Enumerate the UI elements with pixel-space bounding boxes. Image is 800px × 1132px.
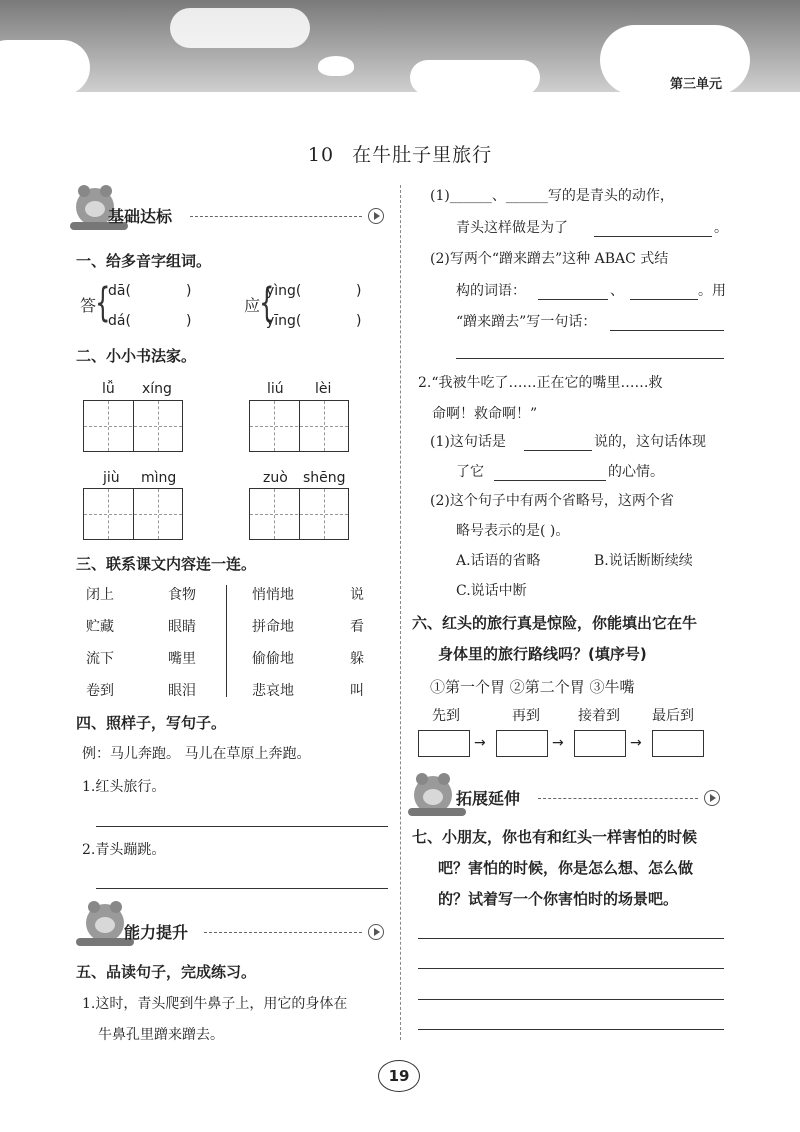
- q1-close: ): [186, 313, 192, 329]
- unit-label: 第三单元: [669, 77, 722, 92]
- q1-char1: 答: [80, 296, 97, 315]
- route-box[interactable]: [418, 730, 470, 757]
- q1-close: ): [186, 283, 192, 299]
- q5-sub1-line2: 青头这样做是为了: [456, 220, 568, 236]
- pinyin: mìng: [141, 470, 177, 486]
- answer-line[interactable]: [418, 1029, 724, 1030]
- match-item: 食物: [168, 587, 196, 603]
- q1-title: 一、给多音字组词。: [76, 252, 212, 270]
- section-extend-title: 拓展延伸: [456, 789, 521, 808]
- route-step-label: 最后到: [652, 708, 694, 724]
- q1-char1-p1: dā(: [108, 283, 131, 299]
- option-c[interactable]: C.说话中断: [456, 583, 527, 599]
- q5-sub1-line1: (1)______、______写的是青头的动作，: [430, 188, 674, 204]
- q5-p2-sub1: 说的，这句话体现: [594, 434, 706, 450]
- q6-line1: 六、红头的旅行真是惊险，你能填出它在牛: [412, 614, 698, 632]
- page-number: 19: [378, 1060, 420, 1092]
- writing-grid[interactable]: [249, 488, 349, 540]
- match-item: 躲: [350, 651, 364, 667]
- answer-line[interactable]: [456, 358, 724, 359]
- arrow-icon: →: [630, 735, 642, 751]
- q5-sub2-line2: 构的词语：: [456, 283, 526, 299]
- option-a[interactable]: A.话语的省略: [456, 553, 541, 569]
- q6-line2: 身体里的旅行路线吗？(填序号): [438, 645, 647, 663]
- q1-close: ): [356, 283, 362, 299]
- q4-example: 例：马儿奔跑。 马儿在草原上奔跑。: [82, 746, 311, 762]
- lesson-title: [0, 140, 800, 167]
- match-item: 卷到: [86, 683, 114, 699]
- match-divider: [226, 585, 227, 697]
- route-box[interactable]: [652, 730, 704, 757]
- route-step-label: 再到: [512, 708, 540, 724]
- q4-title: 四、照样子，写句子。: [76, 714, 227, 732]
- writing-grid[interactable]: [83, 488, 183, 540]
- cloud-decoration: [0, 40, 90, 95]
- q5-sub2-line1: (2)写两个“蹭来蹭去”这种 ABAC 式结: [430, 251, 669, 267]
- mascot-icon: [86, 904, 124, 942]
- answer-line[interactable]: [524, 450, 592, 451]
- match-item: 悄悄地: [252, 587, 294, 603]
- match-item: 贮藏: [86, 619, 114, 635]
- section-basic-title: 基础达标: [108, 207, 173, 226]
- match-item: 眼泪: [168, 683, 196, 699]
- answer-line[interactable]: [610, 330, 724, 331]
- q5-p2-sub1: 的心情。: [608, 464, 664, 480]
- brace-icon: {: [259, 280, 275, 326]
- play-icon: [368, 924, 384, 940]
- q1-char2-p1: yìng(: [266, 283, 302, 299]
- pinyin: lǚ: [102, 381, 115, 397]
- q1-char1-p2: dá(: [108, 313, 131, 329]
- q5-p2-line1: 2.“我被牛吃了……正在它的嘴里……救: [418, 375, 663, 391]
- q5-passage: 1.这时，青头爬到牛鼻子上，用它的身体在: [82, 996, 348, 1012]
- pinyin: liú: [267, 381, 284, 397]
- q5-p2-sub1: (1)这句话是: [430, 434, 506, 450]
- q1-close: ): [356, 313, 362, 329]
- play-icon: [704, 790, 720, 806]
- q5-sub2-line3: “蹭来蹭去”写一句话：: [456, 314, 597, 330]
- route-step-label: 先到: [432, 708, 460, 724]
- pinyin: lèi: [315, 381, 332, 397]
- q4-item1: 1.红头旅行。: [82, 779, 166, 795]
- section-divider: [204, 932, 362, 934]
- arrow-icon: →: [552, 735, 564, 751]
- column-divider: [400, 185, 401, 1040]
- writing-grid[interactable]: [83, 400, 183, 452]
- match-item: 闭上: [86, 587, 114, 603]
- match-item: 看: [350, 619, 364, 635]
- answer-line[interactable]: [594, 236, 712, 237]
- route-step-label: 接着到: [578, 708, 620, 724]
- answer-line[interactable]: [418, 938, 724, 939]
- section-divider: [538, 798, 698, 800]
- play-icon: [368, 208, 384, 224]
- match-item: 叫: [350, 683, 364, 699]
- q5-p2-line2: 命啊！救命啊！”: [432, 406, 538, 422]
- match-item: 眼睛: [168, 619, 196, 635]
- q7-line3: 的？试着写一个你害怕时的场景吧。: [438, 890, 679, 908]
- q5-sub1-end: 。: [714, 220, 728, 236]
- route-box[interactable]: [574, 730, 626, 757]
- match-item: 悲哀地: [252, 683, 294, 699]
- mascot-board: [408, 808, 466, 816]
- q6-choices: ①第一个胃 ②第二个胃 ③牛嘴: [430, 678, 635, 696]
- pinyin: shēng: [303, 470, 346, 486]
- bird-icon: [318, 56, 354, 76]
- lesson-name: 在牛肚子里旅行: [352, 144, 493, 166]
- q5-passage: 牛鼻孔里蹭来蹭去。: [98, 1027, 224, 1043]
- arrow-icon: →: [474, 735, 486, 751]
- pinyin: zuò: [263, 470, 288, 486]
- answer-line[interactable]: [418, 968, 724, 969]
- brace-icon: {: [95, 280, 111, 326]
- q1-char2: 应: [244, 296, 261, 315]
- pinyin: xíng: [142, 381, 172, 397]
- pinyin: jiù: [103, 470, 120, 486]
- q5-p2-sub1: 了它: [456, 464, 484, 480]
- q5-title: 五、品读句子，完成练习。: [76, 963, 257, 981]
- q5-p2-sub2: (2)这个句子中有两个省略号，这两个省: [430, 493, 674, 509]
- lesson-number: 10: [307, 144, 335, 166]
- cloud-decoration: [170, 8, 310, 48]
- answer-line[interactable]: [96, 888, 388, 889]
- match-item: 偷偷地: [252, 651, 294, 667]
- answer-line[interactable]: [494, 480, 606, 481]
- match-item: 流下: [86, 651, 114, 667]
- q7-line2: 吧？害怕的时候，你是怎么想、怎么做: [438, 859, 694, 877]
- answer-line[interactable]: [630, 299, 698, 300]
- section-divider: [190, 216, 362, 218]
- answer-line[interactable]: [418, 999, 724, 1000]
- answer-line[interactable]: [96, 826, 388, 827]
- section-ability-title: 能力提升: [124, 923, 189, 942]
- writing-grid[interactable]: [249, 400, 349, 452]
- q4-item2: 2.青头蹦跳。: [82, 842, 166, 858]
- cloud-decoration: [410, 60, 540, 95]
- match-item: 嘴里: [168, 651, 196, 667]
- q2-title: 二、小小书法家。: [76, 347, 197, 365]
- q7-line1: 七、小朋友，你也有和红头一样害怕的时候: [412, 828, 698, 846]
- match-item: 说: [350, 587, 364, 603]
- option-b[interactable]: B.说话断断续续: [594, 553, 693, 569]
- answer-line[interactable]: [538, 299, 608, 300]
- q5-sub2-end: 。用: [698, 283, 726, 299]
- q5-sub2-sep: 、: [610, 283, 624, 299]
- q5-p2-sub2: 略号表示的是( )。: [456, 523, 570, 539]
- route-box[interactable]: [496, 730, 548, 757]
- match-item: 拼命地: [252, 619, 294, 635]
- q3-title: 三、联系课文内容连一连。: [76, 555, 257, 573]
- q1-char2-p2: yīng(: [266, 313, 302, 329]
